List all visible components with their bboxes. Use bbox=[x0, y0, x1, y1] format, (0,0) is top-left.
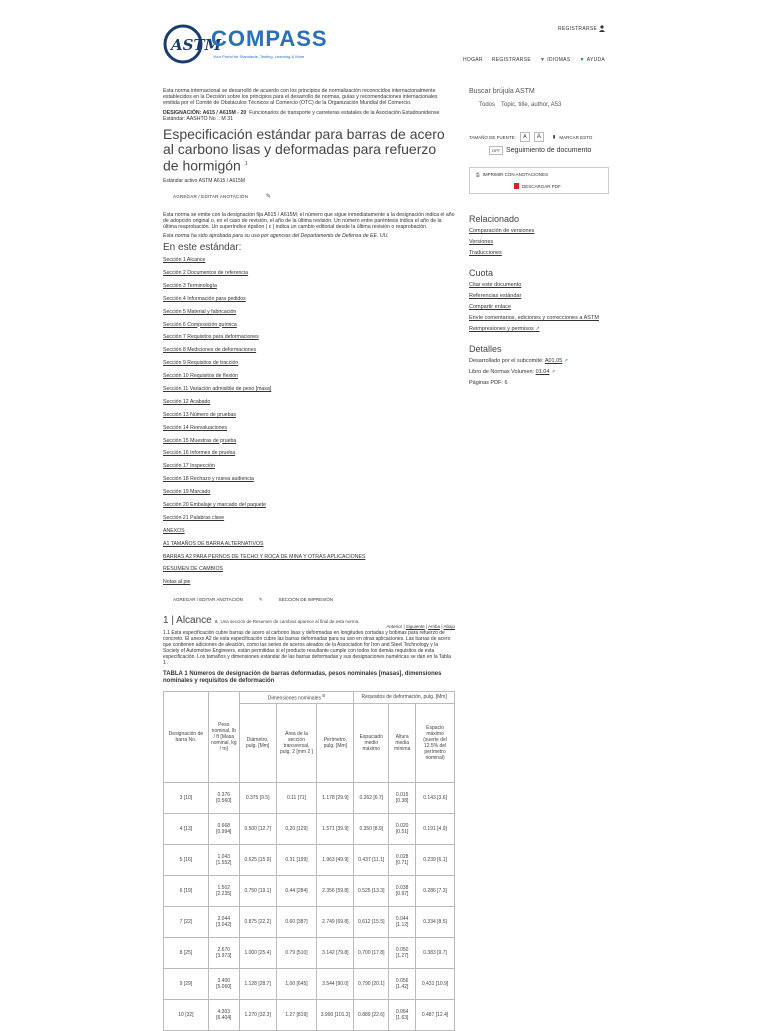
toc-item[interactable]: Sección 8 Mediciones de deformaciones bbox=[163, 347, 257, 354]
table-row bbox=[164, 782, 455, 813]
table-cell: 1,00 [645] bbox=[276, 968, 317, 999]
external-link-icon: ↗ bbox=[563, 358, 568, 364]
detail-pages: Páginas PDF: 6 bbox=[469, 380, 508, 386]
table-row bbox=[164, 875, 455, 906]
active-standard: Estándar activo ASTM A615 / A615M bbox=[163, 177, 245, 184]
table-cell: 4.303 [6.404] bbox=[208, 999, 239, 1030]
table-cell: 0.044 [1.12] bbox=[389, 906, 416, 937]
toc-item[interactable]: Sección 1 Alcance bbox=[163, 257, 206, 264]
table-cell: 0.334 [8.5] bbox=[416, 906, 455, 937]
table-cell: 3.544 [90.0] bbox=[317, 968, 354, 999]
pencil-icon[interactable]: ✎ bbox=[266, 193, 272, 200]
table-row bbox=[164, 813, 455, 844]
table-cell: 2.749 [69.8] bbox=[317, 906, 354, 937]
table-header: Designación de barra No. bbox=[164, 691, 209, 782]
table-title: TABLA 1 Números de designación de barras deformadas, pesos nominales [masas], dimensiones nominales y requisitos de deformación bbox=[163, 670, 442, 684]
table-cell: 1.27 [819] bbox=[276, 999, 317, 1030]
bookmark-icon[interactable]: ▮ bbox=[552, 134, 556, 139]
page-title: Especificación estándar para barras de acero al carbono lisas y deformadas para refuerzo de hormigón $^1$ bbox=[163, 126, 445, 174]
external-link-icon: ↗ bbox=[550, 369, 556, 375]
top-register[interactable] bbox=[558, 25, 605, 32]
astm-compass-logo[interactable] bbox=[163, 24, 333, 64]
toc-item[interactable]: Sección 2 Documentos de referencia bbox=[163, 269, 249, 276]
table-cell: 0.31 [199] bbox=[276, 844, 317, 875]
user-icon bbox=[599, 25, 605, 32]
table-cell: 0.11 [71] bbox=[276, 782, 317, 813]
table-cell: 0.015 [0.38] bbox=[389, 782, 416, 813]
tracking-label: Seguimiento de documento bbox=[506, 147, 592, 154]
toc-item[interactable]: Sección 6 Composición química bbox=[163, 321, 237, 328]
related-link[interactable]: Comparación de versiones bbox=[469, 228, 535, 234]
table-cell: 0,700 [17.8] bbox=[354, 937, 389, 968]
pdf-icon bbox=[514, 183, 519, 189]
toc-item[interactable]: Sección 21 Palabras clave bbox=[163, 514, 225, 521]
tracking-row bbox=[489, 146, 609, 155]
toc-item[interactable]: A1 TAMAÑOS DE BARRA ALTERNATIVOS bbox=[163, 540, 264, 547]
download-pdf[interactable]: DESCARGAR PDF bbox=[514, 183, 602, 189]
toc-item[interactable]: RESUMEN DE CAMBIOS bbox=[163, 566, 223, 573]
table-group-header: Requisitos de deformación, pulg. [Mm] bbox=[354, 691, 455, 703]
table-header: Espaciado medio máximo bbox=[354, 703, 389, 782]
table-cell: 0,750 [19.1] bbox=[239, 875, 276, 906]
section-nav: Anterior | Siguiente | Arriba | Abajo bbox=[386, 623, 455, 629]
table-cell: 2.356 [59.8] bbox=[317, 875, 354, 906]
table-header: Perímetro, pulg. [Mm] bbox=[317, 703, 354, 782]
nav-home[interactable]: HOGAR bbox=[463, 57, 483, 63]
table-group-header: Dimensiones nominales $^B$ bbox=[239, 691, 354, 703]
table-cell: 0.383 [9.7] bbox=[416, 937, 455, 968]
table-cell: 0.050 [1.27] bbox=[389, 937, 416, 968]
brand-name: COMPASS bbox=[211, 26, 328, 51]
toc-item[interactable]: Sección 19 Marcado bbox=[163, 489, 211, 496]
toc-item[interactable]: Sección 12 Acabado bbox=[163, 398, 211, 405]
table-cell: 0.487 [12.4] bbox=[416, 999, 455, 1030]
cuota-link[interactable]: Citar este documento bbox=[469, 282, 522, 288]
table-cell: 0,790 [20.1] bbox=[354, 968, 389, 999]
toc-item[interactable]: Sección 10 Requisitos de flexión bbox=[163, 373, 238, 380]
toc-item[interactable]: Sección 16 Informes de prueba bbox=[163, 450, 236, 457]
astm-logo-icon bbox=[163, 24, 222, 64]
table-cell: 3.990 [101.3] bbox=[317, 999, 354, 1030]
cuota-link[interactable]: Compartir enlace bbox=[469, 304, 511, 310]
cuota-link[interactable]: Referencias estándar bbox=[469, 293, 522, 299]
svg-text:ASTM: ASTM bbox=[171, 36, 222, 54]
annotate-button-2[interactable]: AGREGAR / EDITAR ANOTACIÓN bbox=[173, 597, 243, 603]
table-cell: 0.350 [8.9] bbox=[354, 813, 389, 844]
table-header: Espacio máximo (suerte del 12.5% del perímetro nominal) bbox=[416, 703, 455, 782]
table-cell: 7 [22] bbox=[164, 906, 209, 937]
table-cell: 0.889 [22.6] bbox=[354, 999, 389, 1030]
table-cell: 4 [13] bbox=[164, 813, 209, 844]
print-section-button[interactable]: SECCIÓN DE IMPRESIÓN bbox=[278, 597, 334, 603]
down-link[interactable]: Abajo bbox=[443, 623, 455, 629]
toc-item[interactable]: Sección 3 Terminología bbox=[163, 282, 217, 289]
details-heading: Detalles bbox=[469, 344, 502, 354]
related-heading: Relacionado bbox=[469, 214, 520, 224]
toc-item[interactable]: ANEXOS bbox=[163, 527, 185, 534]
nav-help[interactable]: ▼ AYUDA bbox=[579, 57, 606, 63]
table-header: Altura media mínima bbox=[389, 703, 416, 782]
related-link[interactable]: Versiones bbox=[469, 239, 494, 245]
table-cell: 0.79 [510] bbox=[276, 937, 317, 968]
cuota-link[interactable]: Envíe comentarios, ediciones y correcciones a ASTM bbox=[469, 315, 599, 321]
book-link[interactable]: 01.04 bbox=[535, 369, 550, 375]
issued-note: Esta norma se emite con la designación fija A615 / A615M; el número que sigue inmediatamente a la designación indica el año de adopción original o, en el caso de revisión, el año de la última revisión. Un número entre paréntesis indica el año de la última reaprobación. Un superíndice épsilon ( ε ) indica un cambio editorial desde la última revisión o reaprobación. bbox=[163, 212, 455, 231]
up-link[interactable]: Arriba bbox=[428, 623, 441, 629]
toc-item[interactable]: Sección 5 Material y fabricación bbox=[163, 308, 237, 315]
main-content bbox=[163, 88, 455, 1031]
table-cell: 0.191 [4.9] bbox=[416, 813, 455, 844]
chevron-down-icon: ▼ bbox=[579, 57, 585, 63]
table-row bbox=[164, 968, 455, 999]
cuota-list bbox=[469, 282, 609, 332]
related-list bbox=[469, 228, 609, 256]
search-label: Buscar brújula ASTM bbox=[469, 88, 535, 95]
toc-item[interactable]: Sección 14 Reevaluaciones bbox=[163, 424, 228, 431]
main-nav bbox=[463, 57, 605, 63]
detail-subcommittee: Desarrollado por el subcomité: A01.05 ↗ bbox=[469, 358, 568, 364]
nav-languages[interactable]: ▼ IDIOMAS bbox=[539, 57, 571, 63]
font-size-label: TAMAÑO DE FUENTE: bbox=[469, 134, 516, 140]
table-cell: 0.375 [9.5] bbox=[239, 782, 276, 813]
print-annotations[interactable]: ⎙ IMPRIMIR CON ANOTACIONES bbox=[476, 172, 549, 177]
table-cell: 0.020 [0.51] bbox=[389, 813, 416, 844]
toc-item[interactable]: Sección 4 Información para pedidos bbox=[163, 295, 246, 302]
annotation-bar-2 bbox=[173, 597, 455, 603]
table-cell: 8 [25] bbox=[164, 937, 209, 968]
annotation-bar bbox=[173, 194, 455, 200]
table-header: Diámetro, pulg. [Mm] bbox=[239, 703, 276, 782]
table-cell: 0.239 [6.1] bbox=[416, 844, 455, 875]
scope-text: 1.1 Esta especificación cubre barras de acero al carbono lisas y deformadas en longitudes cortadas y bobinas para refuerzo de concreto. El anexo A2 de esta especificación cubre las barras deformadas para su uso en otras aplicaciones. Las barras de acero que contienen adiciones de aleación, como las series de aceros aleados de la Association for Iron and Steel Technology y la Society of Automotive Engineers, están permitidas si el producto resultante cumple con todos los demás requisitos de esta especificación. Los tamaños y dimensiones estándar de las barras deformadas y sus designaciones numéricas se dan en la Tabla 1 . bbox=[163, 629, 451, 666]
table-header: Área de la sección transversal, pulg. 2 [mm 2 ] bbox=[276, 703, 317, 782]
font-size-controls bbox=[469, 132, 609, 142]
annotate-button[interactable]: AGREGAR / EDITAR ANOTACIÓN bbox=[173, 193, 249, 199]
detail-book: Libro de Normas Volumen: 01.04 ↗ bbox=[469, 369, 556, 375]
table-cell: 1.043 [1.552] bbox=[208, 844, 239, 875]
tracking-toggle[interactable]: OFF bbox=[489, 146, 503, 155]
related-link[interactable]: Traducciones bbox=[469, 250, 502, 256]
printer-icon: ⎙ bbox=[476, 172, 480, 177]
table-cell: 0.437 [11.1] bbox=[354, 844, 389, 875]
table-cell: 1.502 [2.235] bbox=[208, 875, 239, 906]
pencil-icon[interactable]: ✎ bbox=[258, 597, 263, 603]
table-cell: 0,431 [10.9] bbox=[416, 968, 455, 999]
brand-tagline: Your Portal for Standards, Testing, Learning & More bbox=[213, 54, 305, 59]
external-link-icon: ↗ bbox=[535, 326, 540, 332]
bookmark-button[interactable]: MARCAR ESTO bbox=[559, 134, 593, 140]
table-cell: 5 [16] bbox=[164, 844, 209, 875]
search-input[interactable]: Topic, title, author, A53 bbox=[501, 102, 562, 108]
toc-list bbox=[163, 257, 455, 592]
table-cell: 0.60 [387] bbox=[276, 906, 317, 937]
table-cell: 0.668 [0.994] bbox=[208, 813, 239, 844]
table-cell: 0.500 [12.7] bbox=[239, 813, 276, 844]
table-header: Peso nominal, lb / ft [Masa nominal, kg / m] bbox=[208, 691, 239, 782]
table-cell: 0.143 [3.6] bbox=[416, 782, 455, 813]
table-row bbox=[164, 937, 455, 968]
table-cell: 1.963 [49.9] bbox=[317, 844, 354, 875]
defense-note: Esta norma ha sido aprobada para su uso por agencias del Departamento de Defensa de EE. UU. bbox=[163, 232, 389, 239]
toc-item[interactable]: Sección 7 Requisitos para deformaciones bbox=[163, 334, 259, 341]
table-cell: 6 [19] bbox=[164, 875, 209, 906]
table-cell: 1.000 [25.4] bbox=[239, 937, 276, 968]
toc-item[interactable]: Sección 18 Rechazo y nueva audiencia bbox=[163, 476, 254, 483]
table-cell: 1.571 [39.9] bbox=[317, 813, 354, 844]
font-small-button[interactable]: A bbox=[520, 132, 530, 142]
table-cell: 3 [10] bbox=[164, 782, 209, 813]
table-cell: 0.875 [22.2] bbox=[239, 906, 276, 937]
table-cell: 0.056 [1.42] bbox=[389, 968, 416, 999]
toc-item[interactable]: BARRAS A2 PARA PERNOS DE TECHO Y ROCA DE MINA Y OTRAS APLICACIONES bbox=[163, 553, 366, 560]
table-row bbox=[164, 844, 455, 875]
nav-register[interactable]: REGISTRARSE bbox=[491, 57, 531, 63]
section-heading: 1 | Alcance a Una sección de Resumen de cambios aparece al final de esta norma. bbox=[163, 615, 360, 627]
table-cell: 10 [32] bbox=[164, 999, 209, 1030]
table-cell: 2.670 [3.973] bbox=[208, 937, 239, 968]
search-scope-select[interactable]: Todos bbox=[479, 102, 496, 108]
footnote-marker: 1 bbox=[244, 161, 248, 168]
table-cell: 2.044 [3.042] bbox=[208, 906, 239, 937]
table-row bbox=[164, 999, 455, 1030]
designation: DESIGNACIÓN: A615 / A615M - 20 Funcionarios de transporte y carreteras estatales de la Asociación Estadounidense Estándar: AASHTO No .: M 31 bbox=[163, 109, 440, 122]
table-cell: 0.262 [6.7] bbox=[354, 782, 389, 813]
table-cell: 0,44 [284] bbox=[276, 875, 317, 906]
toc-item[interactable]: Sección 17 Inspección bbox=[163, 463, 215, 470]
cuota-heading: Cuota bbox=[469, 268, 494, 278]
table-cell: 0,612 [15.5] bbox=[354, 906, 389, 937]
table-cell: 0.038 [0.97] bbox=[389, 875, 416, 906]
toc-item[interactable]: Sección 20 Embalaje y marcado del paquete bbox=[163, 502, 266, 509]
register-link[interactable]: REGISTRARSE bbox=[558, 25, 598, 32]
table-cell: 3.400 [5.060] bbox=[208, 968, 239, 999]
next-link[interactable]: Siguiente bbox=[405, 623, 425, 629]
intro-text: Esta norma internacional se desarrolló de acuerdo con los principios de normalización reconocidos internacionalmente establecidos en la Decisión sobre los principios para el desarrollo de normas, guías y recomendaciones internacionales emitida por el Comité de Obstáculos Técnicos al Comercio (OTC) de la Organización Mundial del Comercio. bbox=[163, 88, 438, 107]
table-cell: 3.142 [79.8] bbox=[317, 937, 354, 968]
toc-item[interactable]: Sección 11 Variación admisible de peso [masa] bbox=[163, 386, 272, 392]
table-cell: 1.270 [32.3] bbox=[239, 999, 276, 1030]
table-cell: 0.028 [0.71] bbox=[389, 844, 416, 875]
table-cell: 9 [29] bbox=[164, 968, 209, 999]
search-bar bbox=[479, 102, 609, 108]
table-cell: 0.286 [7.3] bbox=[416, 875, 455, 906]
toc-item[interactable]: Notas al pie bbox=[163, 579, 191, 586]
table-cell: 0.625 [15.9] bbox=[239, 844, 276, 875]
table-cell: 0.064 [1.63] bbox=[389, 999, 416, 1030]
table-cell: 1.128 [28.7] bbox=[239, 968, 276, 999]
table-cell: 0,20 [129] bbox=[276, 813, 317, 844]
toc-item[interactable]: Sección 9 Requisitos de tracción bbox=[163, 360, 239, 367]
in-standard-heading: En este estándar: bbox=[163, 241, 242, 253]
toc-item[interactable]: Sección 13 Número de pruebas bbox=[163, 411, 236, 418]
summary-note: Una sección de Resumen de cambios aparece al final de esta norma. bbox=[220, 619, 360, 625]
bar-table bbox=[163, 691, 455, 1031]
toc-item[interactable]: Sección 15 Muestras de prueba bbox=[163, 437, 237, 444]
table-cell: 0.525 [13.3] bbox=[354, 875, 389, 906]
table-cell: 0.376 [0.560] bbox=[208, 782, 239, 813]
subcommittee-link[interactable]: A01.05 bbox=[544, 358, 563, 364]
font-large-button[interactable]: A bbox=[534, 132, 544, 142]
table-cell: 1.178 [29.9] bbox=[317, 782, 354, 813]
prev-link[interactable]: Anterior bbox=[386, 623, 403, 629]
table-row bbox=[164, 906, 455, 937]
print-box bbox=[469, 167, 609, 194]
sidebar bbox=[469, 88, 609, 391]
chevron-down-icon: ▼ bbox=[539, 57, 546, 63]
cuota-link[interactable]: Reimpresiones y permisos ↗ bbox=[469, 326, 540, 332]
